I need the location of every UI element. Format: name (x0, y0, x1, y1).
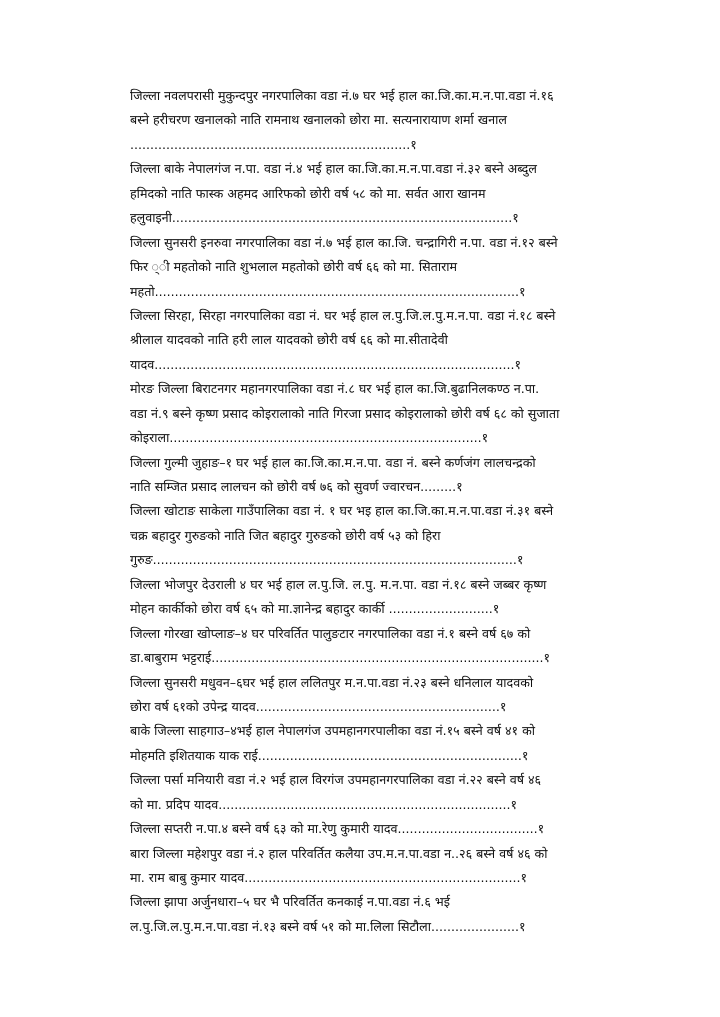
text-line: जिल्ला सुनसरी इनरुवा नगरपालिका वडा नं.७ भई हाल का.जि. चन्द्रागिरी न.पा. वडा नं.१२ बस्ने (130, 234, 558, 250)
text-line: मोरङ जिल्ला बिराटनगर महानगरपालिका वडा नं.८ घर भई हाल का.जि.बुढानिलकण्ठ न.पा. (130, 381, 540, 397)
text-line: नाति सम्जित प्रसाद लालचन को छोरी वर्ष ७६ को सुवर्ण ज्वारचन.........१ (130, 479, 463, 494)
text-line: बाके जिल्ला साहगाउ–४भई हाल नेपालगंज उपमहानगरपालीका वडा नं.१५ बस्ने वर्ष ४१ को (130, 723, 536, 739)
document-body (130, 84, 650, 939)
text-line: डा.बाबुराम भट्टराई...................................................................................१ (130, 650, 551, 666)
text-line: जिल्ला गोरखा खोप्लाङ–४ घर परिवर्तित पालुङटार नगरपालिका वडा नं.१ बस्ने वर्ष ६७ को (130, 625, 531, 641)
text-line: जिल्ला झापा अर्जुनधारा–५ घर भै परिवर्तित कनकाई न.पा.वडा नं.६ भई (130, 894, 450, 910)
text-line: जिल्ला सिरहा, सिरहा नगरपालिका वडा नं. घर भई हाल ल.पु.जि.ल.पु.म.न.पा. वडा नं.१८ बस्ने (130, 307, 556, 323)
text-line: ल.पु.जि.ल.पु.म.न.पा.वडा नं.१३ बस्ने वर्ष ५१ को मा.लिला सिटौला......................१ (130, 918, 526, 934)
text-line: गुरुङ...........................................................................................१ (130, 552, 524, 568)
text-line: फिर ्ी महतोको नाति शुभलाल महतोको छोरी वर्ष ६६ को मा. सिताराम (130, 259, 458, 275)
text-line: बस्ने हरीचरण खनालको नाति रामनाथ खनालको छोरा मा. सत्यनारायाण शर्मा खनाल (130, 112, 507, 128)
text-line: जिल्ला सुनसरी मधुवन–६घर भई हाल ललितपुर म.न.पा.वडा नं.२३ बस्ने धनिलाल यादवको (130, 674, 534, 690)
text-line: को मा. प्रदिप यादव.........................................................................१ (130, 796, 518, 812)
text-line: जिल्ला खोटाङ साकेला गाउँपालिका वडा नं. १ घर भइ हाल का.जि.का.म.न.पा.वडा नं.३१ बस्ने (130, 503, 554, 519)
text-line: जिल्ला गुल्मी जुहाङ–१ घर भई हाल का.जि.का.म.न.पा. वडा नं. बस्ने कर्णजंग लालचन्द्रको (130, 454, 536, 470)
text-line: जिल्ला बाके नेपालगंज न.पा. वडा नं.४ भई हाल का.जि.का.म.न.पा.वडा नं.३२ बस्ने अब्दुल (130, 161, 537, 177)
text-line: हलुवाइनी.....................................................................................१ (130, 210, 519, 226)
text-line: जिल्ला पर्सा मनियारी वडा नं.२ भई हाल विरगंज उपमहानगरपालिका वडा नं.२२ बस्ने वर्ष ४६ (130, 772, 542, 788)
text-line: वडा नं.९ बस्ने कृष्ण प्रसाद कोइरालाको नाति गिरजा प्रसाद कोइरालाको छोरी वर्ष ६८ को सुजाता (130, 405, 560, 421)
text-line: हमिदको नाति फास्क अहमद आरिफको छोरी वर्ष ५८ को मा. सर्वत आरा खानम (130, 185, 486, 201)
text-line: जिल्ला भोजपुर देउराली ४ घर भई हाल ल.पु.जि. ल.पु. म.न.पा. वडा नं.१८ बस्ने जब्बर कृष्ण (130, 576, 547, 592)
text-line: जिल्ला सप्तरी न.पा.४ बस्ने वर्ष ६३ को मा.रेणु कुमारी यादव...................................१ (130, 821, 545, 837)
text-line: श्रीलाल यादवको नाति हरी लाल यादवको छोरी वर्ष ६६ को मा.सीतादेवी (130, 332, 448, 348)
text-line: यादव..........................................................................................१ (130, 356, 522, 372)
text-line: कोइराला..............................................................................१ (130, 430, 489, 446)
text-line: छोरा वर्ष ६१को उपेन्द्र यादव.............................................................१ (130, 698, 507, 714)
text-line: जिल्ला नवलपरासी मुकुन्दपुर नगरपालिका वडा नं.७ घर भई हाल का.जि.का.म.न.पा.वडा नं.१६ (130, 88, 554, 103)
text-line: चक्र बहादुर गुरुङको नाति जित बहादुर गुरुङको छोरी वर्ष ५३ को हिरा (130, 527, 441, 543)
text-line: ......................................................................१ (130, 136, 417, 152)
text-line: मोहन कार्कीको छोरा वर्ष ६५ को मा.ज्ञानेन्द्र बहादुर कार्की ..........................१ (130, 601, 500, 617)
text-line: मोहमति इशितयाक याक राई..................................................................१ (130, 747, 529, 763)
text-line: बारा जिल्ला महेशपुर वडा नं.२ हाल परिवर्तित कलैया उप.म.न.पा.वडा न..२६ बस्ने वर्ष ४६ को (130, 845, 548, 861)
text-line: महतो...........................................................................................१ (130, 283, 526, 299)
text-line: मा. राम बाबु कुमार यादव.....................................................................१ (130, 870, 528, 885)
